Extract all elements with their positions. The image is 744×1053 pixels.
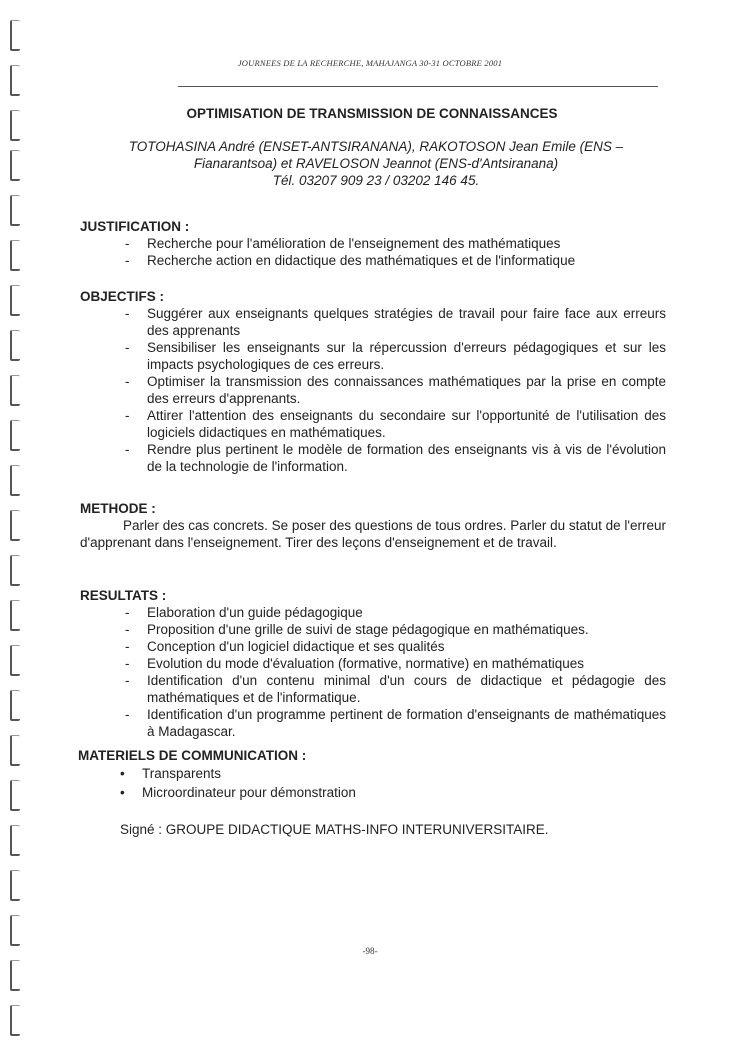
section-heading: METHODE : <box>80 501 156 516</box>
list-item: • Microordinateur pour démonstration <box>120 785 356 800</box>
dash-mark: - <box>125 707 130 722</box>
dash-mark: - <box>125 622 130 637</box>
authors-phone: Tél. 03207 909 23 / 03202 146 45. <box>272 173 480 188</box>
dash-mark: - <box>125 340 130 355</box>
dash-mark: - <box>125 374 130 389</box>
list-item: - Recherche action en didactique des mathématiques et de l'informatique <box>125 253 576 268</box>
list-item: - Suggérer aux enseignants quelques stratégies de travail pour faire face aux erreurs des apprenants <box>125 306 666 338</box>
list-item: • Transparents <box>120 766 222 781</box>
authors-line-2: Fianarantsoa) et RAVELOSON Jeannot (ENS-d'Antsiranana) <box>193 156 559 171</box>
list-item: - Elaboration d'un guide pédagogique <box>125 605 363 620</box>
list-item: - Identification d'un contenu minimal d'un cours de didactique et pédagogie des mathématiques et de l'informatique. <box>125 673 666 705</box>
dash-mark: - <box>125 656 130 671</box>
dash-mark: - <box>125 442 130 457</box>
list-item: - Rendre plus pertinent le modèle de formation des enseignants vis à vis de l'évolution de la technologie de l'information. <box>125 442 666 474</box>
dash-mark: - <box>125 253 130 268</box>
binding-marks <box>0 0 30 1053</box>
section-heading: JUSTIFICATION : <box>80 219 190 234</box>
section-methode <box>80 500 666 551</box>
list-item: - Identification d'un programme pertinent de formation d'enseignants de mathématiques à Madagascar. <box>125 707 666 739</box>
running-header: JOURNEES DE LA RECHERCHE, MAHAJANGA 30-31 OCTOBRE 2001 <box>237 58 503 68</box>
dash-mark: - <box>125 605 130 620</box>
list-item: - Proposition d'une grille de suivi de stage pédagogique en mathématiques. <box>125 622 589 637</box>
page-number: -98- <box>362 946 378 956</box>
list-item: - Evolution du mode d'évaluation (formative, normative) en mathématiques <box>125 656 585 671</box>
list-item: - Attirer l'attention des enseignants du secondaire sur l'opportunité de l'utilisation des logiciels didactiques en mathématiques. <box>125 408 666 440</box>
authors-line-1: TOTOHASINA André (ENSET-ANTSIRANANA), RAKOTOSON Jean Emile (ENS – <box>128 139 624 154</box>
list-item: - Optimiser la transmission des connaissances mathématiques par la prise en compte des erreurs d'apprenants. <box>125 374 666 406</box>
signature-line: Signé : GROUPE DIDACTIQUE MATHS-INFO INTERUNIVERSITAIRE. <box>120 822 549 837</box>
document-title: OPTIMISATION DE TRANSMISSION DE CONNAISSANCES <box>186 106 558 121</box>
bullet-mark: • <box>120 785 125 800</box>
section-heading: OBJECTIFS : <box>80 289 165 304</box>
list-item: - Recherche pour l'amélioration de l'enseignement des mathématiques <box>125 236 561 251</box>
dash-mark: - <box>125 306 130 321</box>
authors-block <box>86 138 666 189</box>
methode-paragraph: Parler des cas concrets. Se poser des questions de tous ordres. Parler du statut de l'erreur d'apprenant dans l'enseignement. Tirer des leçons d'enseignement et de travail. <box>80 518 666 550</box>
dash-mark: - <box>125 408 130 423</box>
dash-mark: - <box>125 236 130 251</box>
section-materiels <box>78 747 664 802</box>
section-heading: MATERIELS DE COMMUNICATION : <box>78 748 307 763</box>
list-item: - Conception d'un logiciel didactique et ses qualités <box>125 639 445 654</box>
section-objectifs <box>80 288 666 475</box>
section-heading: RESULTATS : <box>80 588 167 603</box>
section-justification <box>80 218 666 269</box>
dash-mark: - <box>125 639 130 654</box>
bullet-mark: • <box>120 766 125 781</box>
section-resultats <box>80 587 666 740</box>
list-item: - Sensibiliser les enseignants sur la répercussion d'erreurs pédagogiques et sur les impacts psychologiques de ces erreurs. <box>125 340 666 372</box>
header-rule <box>178 86 658 87</box>
dash-mark: - <box>125 673 130 688</box>
